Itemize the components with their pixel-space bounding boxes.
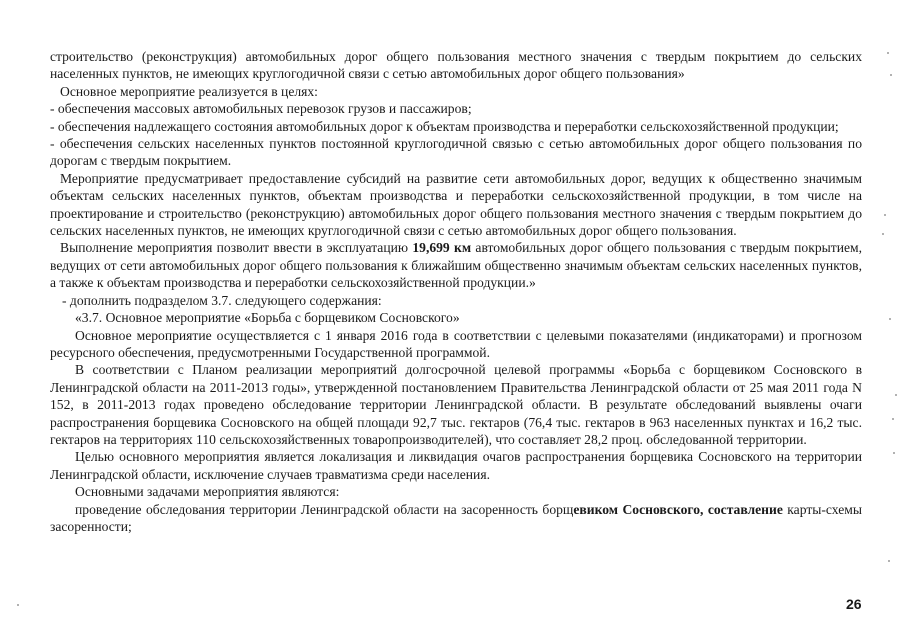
road-length-value: 19,699 км (412, 240, 472, 256)
paragraph-subsidies: Мероприятие предусматривает предоставление субсидий на развитие сети автомобильных дорог, ведущих к общественно значимым объектам сельских населенных пунктов, объектам производства и переработки сельскохозяйственной продукции, в том числе на проектирование и строительство (реконструкцию) автомобильных дорог общего пользования местного значения с твердым покрытием до сельских населенных пунктов, не имеющих круглогодичной связи с сетью автомобильных дорог общего пользования. (50, 170, 862, 239)
paragraph-survey-results: В соответствии с Планом реализации мероприятий долгосрочной целевой программы «Борьба с борщевиком Сосновского в Ленинградской области на 2011-2013 годы», утвержденной постановлением Правительства Ленинградской области от 25 мая 2011 года N 152, в 2011-2013 годах проведено обследование территории Ленинградской области. В результате обследований выявлены очаги распространения борщевика Сосновского на общей площади 92,7 тыс. гектаров (76,4 тыс. гектаров в 963 населенных пунктах и 16,2 тыс. гектаров на территориях 110 сельскохозяйственных товаропроизводителей), что составляет 28,2 проц. обследованной территории. (50, 362, 862, 447)
scan-speck (888, 560, 890, 562)
list-item-goal-road-condition: - обеспечения надлежащего состояния автомобильных дорог к объектам производства и переработки сельскохозяйственной продукции; (50, 118, 839, 134)
scan-speck (892, 418, 894, 420)
scan-speck (882, 233, 884, 235)
scan-speck (884, 214, 886, 216)
scan-speck (895, 394, 897, 396)
task-survey-text-end: карты-схемы засоренности; (50, 501, 863, 534)
list-item-goal-connectivity: - обеспечения сельских населенных пунктов постоянной круглогодичной связью с сетью автомобильных дорог общего пользования по дорогам с твердым покрытием. (50, 136, 862, 169)
scan-speck (889, 318, 891, 320)
document-body (50, 48, 862, 535)
paragraph-road-construction-tail: строительство (реконструкция) автомобильных дорог общего пользования местного значения с твердым покрытием до сельских населенных пунктов, не имеющих круглогодичной связи с сетью автомобильных дорог общего пользования» (50, 49, 862, 82)
paragraph-start-date: Основное мероприятие осуществляется с 1 января 2016 года в соответствии с целевыми показателями (индикаторами) и прогнозом ресурсного обеспечения, предусмотренными Государственной программой. (50, 327, 862, 360)
paragraph-task-survey (50, 501, 862, 536)
paragraph-road-commissioning (50, 239, 862, 291)
list-item-goal-transport: - обеспечения массовых автомобильных перевозок грузов и пассажиров; (50, 101, 472, 117)
page-number: 26 (846, 596, 862, 612)
paragraph-goals-intro: Основное мероприятие реализуется в целях: (60, 83, 318, 99)
scan-speck (17, 604, 19, 606)
scan-speck (893, 452, 895, 454)
paragraph-purpose: Целью основного мероприятия является локализация и ликвидация очагов распространения борщевика Сосновского на территории Ленинградской области, исключение случаев травматизма среди населения. (50, 449, 862, 482)
task-survey-text-start: проведение обследования территории Ленинградской области на засоренность борщ (75, 501, 574, 517)
paragraph-add-subsection: - дополнить подразделом 3.7. следующего содержания: (62, 292, 382, 308)
scan-speck (887, 52, 889, 54)
paragraph-tasks-intro: Основными задачами мероприятия являются: (75, 484, 340, 500)
road-commissioning-text-end: автомобильных дорог общего пользования с твердым покрытием, ведущих от сети автомобильных дорог общего пользования к ближайшим общественно значимым объектам сельских населенных пунктов, а также к объектам производства и переработки сельскохозяйственной продукции.» (50, 240, 863, 291)
task-survey-bold-text: евиком Сосновского, составление (573, 501, 783, 517)
scan-speck (890, 74, 892, 76)
road-commissioning-text-start: Выполнение мероприятия позволит ввести в эксплуатацию (60, 240, 413, 256)
subsection-heading: «3.7. Основное мероприятие «Борьба с борщевиком Сосновского» (75, 310, 460, 326)
